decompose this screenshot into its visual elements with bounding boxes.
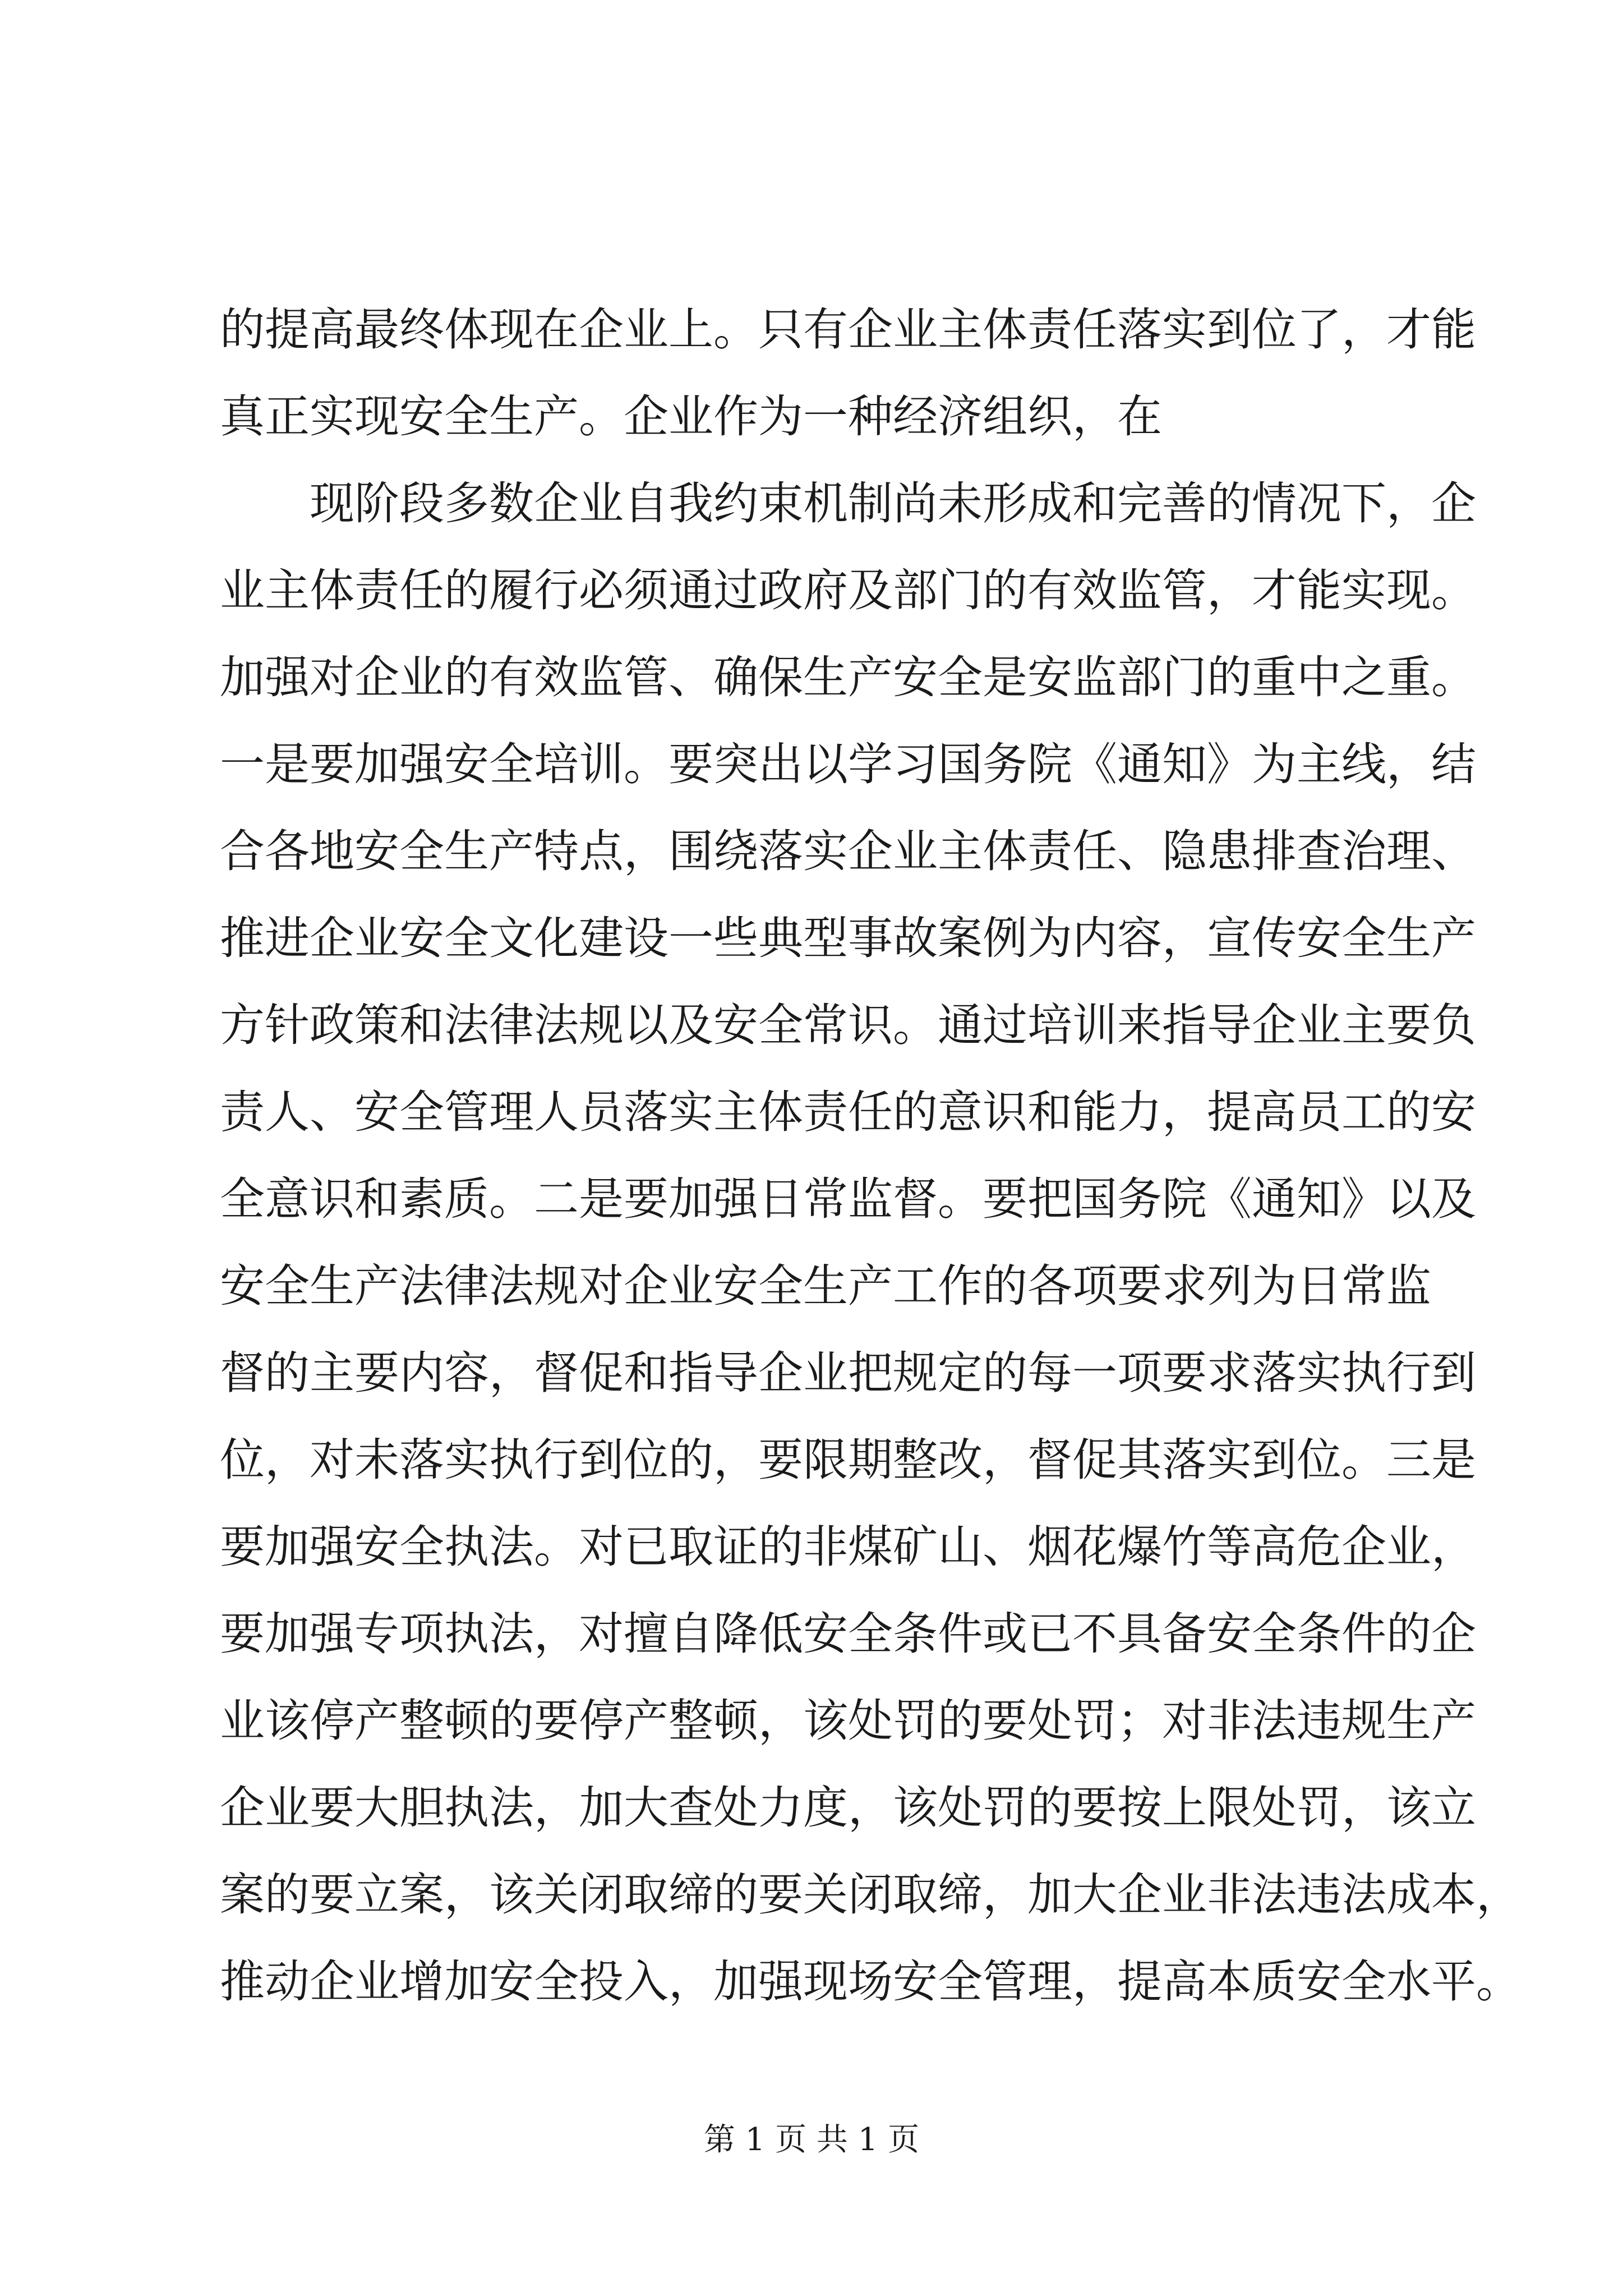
text-line: 加强对企业的有效监管、确保生产安全是安监部门的重中之重。 <box>220 651 1476 703</box>
body-text <box>220 286 1521 2025</box>
text-line: 方针政策和法律法规以及安全常识。通过培训来指导企业主要负 <box>220 999 1476 1051</box>
text-line: 推动企业增加安全投入，加强现场安全管理，提高本质安全水平。 <box>220 1955 1521 2008</box>
text-line: 安全生产法律法规对企业安全生产工作的各项要求列为日常监 <box>220 1260 1431 1312</box>
text-line: 推进企业安全文化建设一些典型事故案例为内容，宣传安全生产 <box>220 912 1476 964</box>
page-number-footer: 第 1 页 共 1 页 <box>703 2122 920 2158</box>
text-line: 真正实现安全生产。企业作为一种经济组织，在 <box>220 390 1162 443</box>
text-line: 业主体责任的履行必须通过政府及部门的有效监管，才能实现。 <box>220 564 1476 616</box>
text-line: 一是要加强安全培训。要突出以学习国务院《通知》为主线，结 <box>220 738 1476 790</box>
text-line: 的提高最终体现在企业上。只有企业主体责任落实到位了，才能 <box>220 303 1476 356</box>
text-line: 要加强专项执法，对擅自降低安全条件或已不具备安全条件的企 <box>220 1608 1476 1660</box>
text-line: 督的主要内容，督促和指导企业把规定的每一项要求落实执行到 <box>220 1347 1476 1399</box>
text-line: 全意识和素质。二是要加强日常监督。要把国务院《通知》以及 <box>220 1173 1476 1225</box>
text-line: 要加强安全执法。对已取证的非煤矿山、烟花爆竹等高危企业， <box>220 1521 1476 1573</box>
paragraph-start-line: 现阶段多数企业自我约束机制尚未形成和完善的情况下，企 <box>310 477 1476 530</box>
text-line: 位，对未落实执行到位的，要限期整改，督促其落实到位。三是 <box>220 1434 1476 1486</box>
text-line: 合各地安全生产特点，围绕落实企业主体责任、隐患排查治理、 <box>220 825 1476 877</box>
text-line: 案的要立案，该关闭取缔的要关闭取缔，加大企业非法违法成本， <box>220 1869 1521 1921</box>
text-line: 责人、安全管理人员落实主体责任的意识和能力，提高员工的安 <box>220 1086 1476 1138</box>
text-line: 业该停产整顿的要停产整顿，该处罚的要处罚；对非法违规生产 <box>220 1695 1476 1747</box>
text-line: 企业要大胆执法，加大查处力度，该处罚的要按上限处罚，该立 <box>220 1782 1476 1834</box>
